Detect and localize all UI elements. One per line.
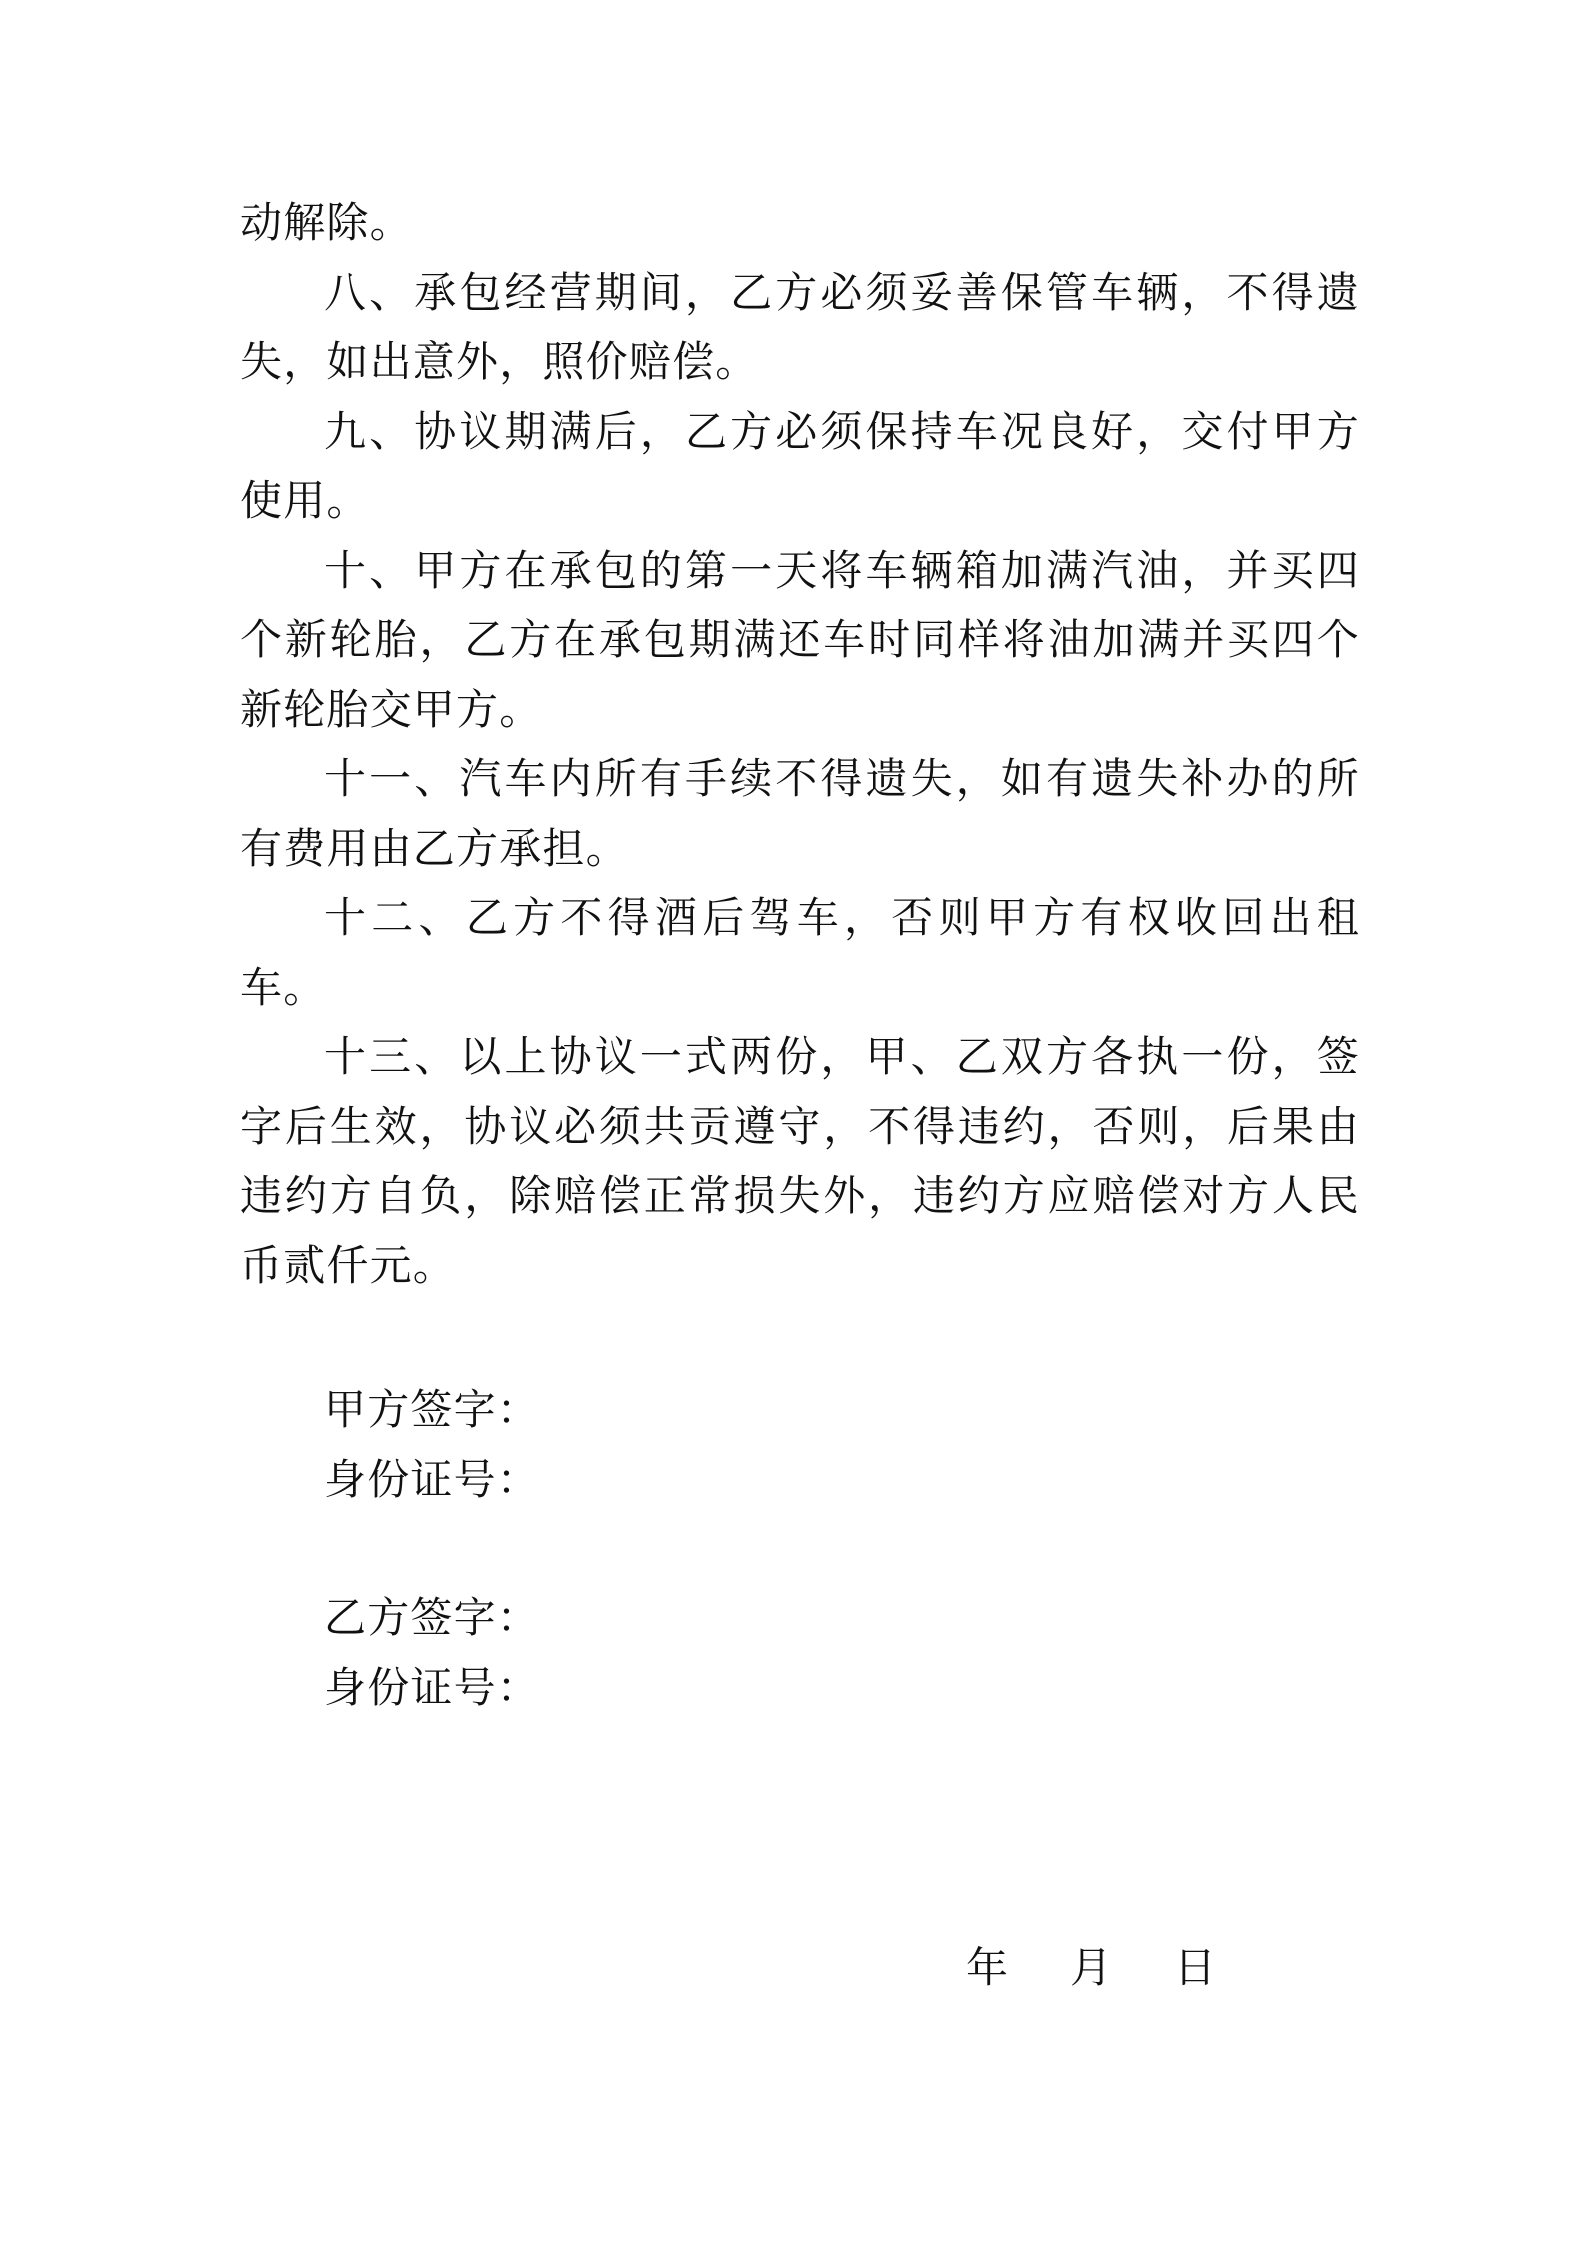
- party-b-id-label: 身份证号：: [324, 1662, 541, 1712]
- paragraph-clause-13: 十三、以上协议一式两份，甲、乙双方各执一份，签字后生效，协议必须共贡遵守，不得违约，否则，后果由违约方自负，除赔偿正常损失外，违约方应赔偿对方人民币贰仟元。: [240, 1032, 1360, 1290]
- paragraph-clause-10: 十、甲方在承包的第一天将车辆箱加满汽油，并买四个新轮胎，乙方在承包期满还车时同样将油加满并买四个新轮胎交甲方。: [240, 545, 1360, 734]
- contract-body: [240, 188, 1360, 1300]
- party-a-signature-block: [324, 1375, 540, 1514]
- party-b-signature-block: [324, 1583, 540, 1722]
- paragraph-clause-8: 八、承包经营期间，乙方必须妥善保管车辆，不得遗失，如出意外，照价赔偿。: [240, 267, 1360, 386]
- party-a-sign-label: 甲方签字：: [324, 1385, 541, 1434]
- party-a-id-label: 身份证号：: [324, 1454, 541, 1504]
- paragraph-clause-9: 九、协议期满后，乙方必须保持车况良好，交付甲方使用。: [240, 406, 1360, 525]
- party-b-sign-label: 乙方签字：: [324, 1593, 541, 1642]
- date-day: 日: [1174, 1943, 1217, 1992]
- paragraph-continuation: 动解除。: [240, 198, 413, 247]
- paragraph-clause-11: 十一、汽车内所有手续不得遗失，如有遗失补办的所有费用由乙方承担。: [240, 754, 1360, 873]
- date-month: 月: [1070, 1943, 1113, 1992]
- date-line: [966, 1933, 1216, 2003]
- date-year: 年: [966, 1943, 1009, 1992]
- paragraph-clause-12: 十二、乙方不得酒后驾车，否则甲方有权收回出租车。: [240, 893, 1360, 1012]
